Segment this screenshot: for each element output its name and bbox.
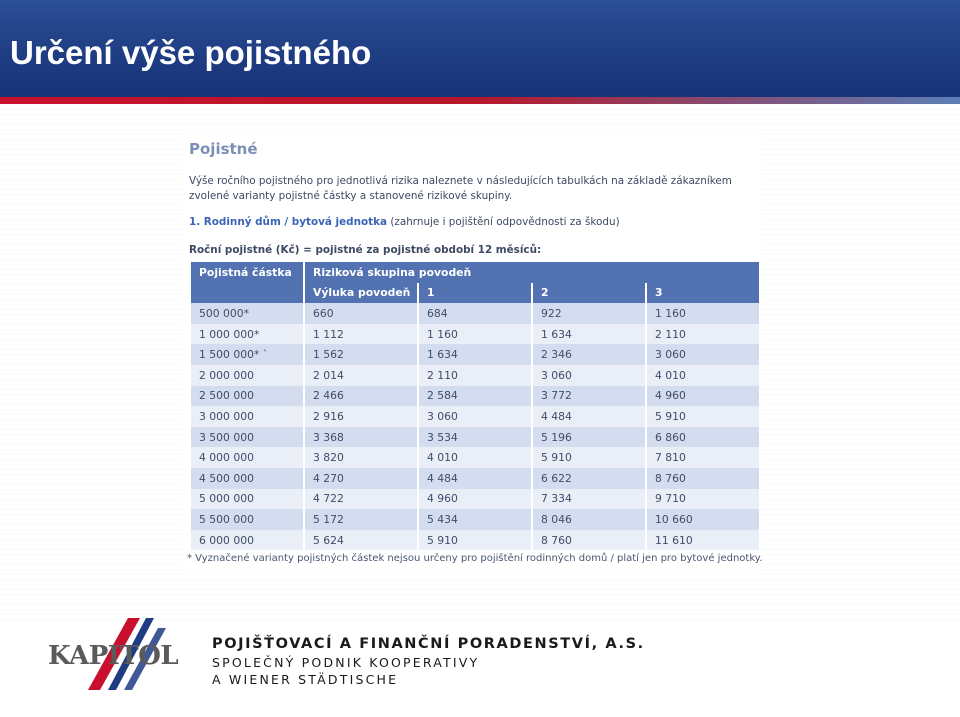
logo-wordmark: KAPITOL bbox=[48, 641, 179, 671]
premium-cell: 3 820 bbox=[305, 447, 417, 468]
premium-cell: 10 660 bbox=[647, 509, 759, 530]
premium-cell: 4 270 bbox=[305, 468, 417, 489]
amount-cell: 2 500 000 bbox=[191, 386, 303, 407]
amount-cell: 5 000 000 bbox=[191, 489, 303, 510]
header-amount: Pojistná částka bbox=[191, 262, 303, 303]
kapitol-logo bbox=[46, 614, 206, 694]
subheader-group-3: 3 bbox=[647, 283, 759, 304]
premium-cell: 4 722 bbox=[305, 489, 417, 510]
amount-cell: 1 000 000* bbox=[191, 324, 303, 345]
premium-cell: 2 110 bbox=[419, 365, 531, 386]
table-footnote: * Vyznačené varianty pojistných částek nejsou určeny pro pojištění rodinných domů / platí jen pro bytové jednotky. bbox=[187, 553, 763, 564]
premium-cell: 11 610 bbox=[647, 530, 759, 551]
table-row bbox=[191, 427, 759, 448]
amount-cell: 4 500 000 bbox=[191, 468, 303, 489]
amount-cell: 4 000 000 bbox=[191, 447, 303, 468]
premium-cell: 9 710 bbox=[647, 489, 759, 510]
section-title-accent: 1. Rodinný dům / bytová jednotka bbox=[189, 216, 388, 228]
company-line-3: A WIENER STÄDTISCHE bbox=[212, 672, 399, 687]
premium-cell: 2 014 bbox=[305, 365, 417, 386]
table-row bbox=[191, 447, 759, 468]
header-risk-group: Riziková skupina povodeň bbox=[305, 262, 759, 283]
table-header-row bbox=[191, 262, 759, 283]
premium-cell: 660 bbox=[305, 303, 417, 324]
premium-cell: 922 bbox=[533, 303, 645, 324]
premium-cell: 5 172 bbox=[305, 509, 417, 530]
premium-cell: 5 910 bbox=[419, 530, 531, 551]
document-intro: Výše ročního pojistného pro jednotlivá rizika naleznete v následujících tabulkách na základě zákazníkem zvolené varianty pojistné částky a stanovené rizikové skupiny. bbox=[189, 175, 732, 202]
table-subtitle: Roční pojistné (Kč) = pojistné za pojistné období 12 měsíců: bbox=[189, 244, 542, 256]
premium-cell: 8 046 bbox=[533, 509, 645, 530]
premium-cell: 8 760 bbox=[647, 468, 759, 489]
premium-cell: 3 060 bbox=[647, 344, 759, 365]
table-row bbox=[191, 303, 759, 324]
banner-accent-line bbox=[0, 97, 960, 104]
table-row bbox=[191, 509, 759, 530]
amount-cell: 5 500 000 bbox=[191, 509, 303, 530]
premium-cell: 4 010 bbox=[419, 447, 531, 468]
table-row bbox=[191, 386, 759, 407]
premium-cell: 1 160 bbox=[419, 324, 531, 345]
amount-cell: 500 000* bbox=[191, 303, 303, 324]
subheader-group-1: 1 bbox=[419, 283, 531, 304]
table-row bbox=[191, 489, 759, 510]
premium-cell: 3 368 bbox=[305, 427, 417, 448]
premium-cell: 3 060 bbox=[533, 365, 645, 386]
amount-cell: 1 500 000* ` bbox=[191, 344, 303, 365]
premium-cell: 5 196 bbox=[533, 427, 645, 448]
table-row bbox=[191, 530, 759, 551]
document-heading: Pojistné bbox=[189, 140, 258, 158]
premium-table bbox=[189, 262, 761, 550]
title-banner bbox=[0, 0, 960, 97]
premium-cell: 5 434 bbox=[419, 509, 531, 530]
premium-cell: 4 960 bbox=[647, 386, 759, 407]
premium-cell: 4 484 bbox=[419, 468, 531, 489]
premium-cell: 5 624 bbox=[305, 530, 417, 551]
amount-cell: 3 500 000 bbox=[191, 427, 303, 448]
premium-cell: 7 810 bbox=[647, 447, 759, 468]
table-row bbox=[191, 344, 759, 365]
premium-cell: 1 634 bbox=[419, 344, 531, 365]
premium-cell: 8 760 bbox=[533, 530, 645, 551]
table-row bbox=[191, 365, 759, 386]
subheader-group-2: 2 bbox=[533, 283, 645, 304]
premium-cell: 6 860 bbox=[647, 427, 759, 448]
premium-cell: 1 112 bbox=[305, 324, 417, 345]
premium-cell: 3 060 bbox=[419, 406, 531, 427]
amount-cell: 2 000 000 bbox=[191, 365, 303, 386]
table-row bbox=[191, 468, 759, 489]
premium-cell: 5 910 bbox=[533, 447, 645, 468]
amount-cell: 3 000 000 bbox=[191, 406, 303, 427]
company-info bbox=[212, 636, 645, 687]
subheader-exclusion: Výluka povodeň bbox=[305, 283, 417, 304]
company-line-1: POJIŠŤOVACÍ A FINANČNÍ PORADENSTVÍ, A.S. bbox=[212, 636, 645, 652]
premium-cell: 2 110 bbox=[647, 324, 759, 345]
premium-cell: 3 534 bbox=[419, 427, 531, 448]
premium-document bbox=[183, 134, 761, 574]
premium-cell: 1 562 bbox=[305, 344, 417, 365]
premium-cell: 6 622 bbox=[533, 468, 645, 489]
premium-cell: 5 910 bbox=[647, 406, 759, 427]
section-title-rest: (zahrnuje i pojištění odpovědnosti za škodu) bbox=[387, 216, 620, 228]
premium-cell: 4 960 bbox=[419, 489, 531, 510]
premium-cell: 1 160 bbox=[647, 303, 759, 324]
amount-cell: 6 000 000 bbox=[191, 530, 303, 551]
premium-cell: 2 466 bbox=[305, 386, 417, 407]
premium-cell: 2 346 bbox=[533, 344, 645, 365]
premium-cell: 684 bbox=[419, 303, 531, 324]
premium-cell: 4 484 bbox=[533, 406, 645, 427]
table-row bbox=[191, 324, 759, 345]
premium-cell: 7 334 bbox=[533, 489, 645, 510]
premium-cell: 4 010 bbox=[647, 365, 759, 386]
premium-cell: 1 634 bbox=[533, 324, 645, 345]
premium-cell: 2 584 bbox=[419, 386, 531, 407]
table-row bbox=[191, 406, 759, 427]
slide-title: Určení výše pojistného bbox=[10, 34, 372, 71]
premium-cell: 3 772 bbox=[533, 386, 645, 407]
document-section-title bbox=[189, 216, 749, 228]
premium-cell: 2 916 bbox=[305, 406, 417, 427]
company-line-2: SPOLEČNÝ PODNIK KOOPERATIVY bbox=[212, 655, 480, 670]
